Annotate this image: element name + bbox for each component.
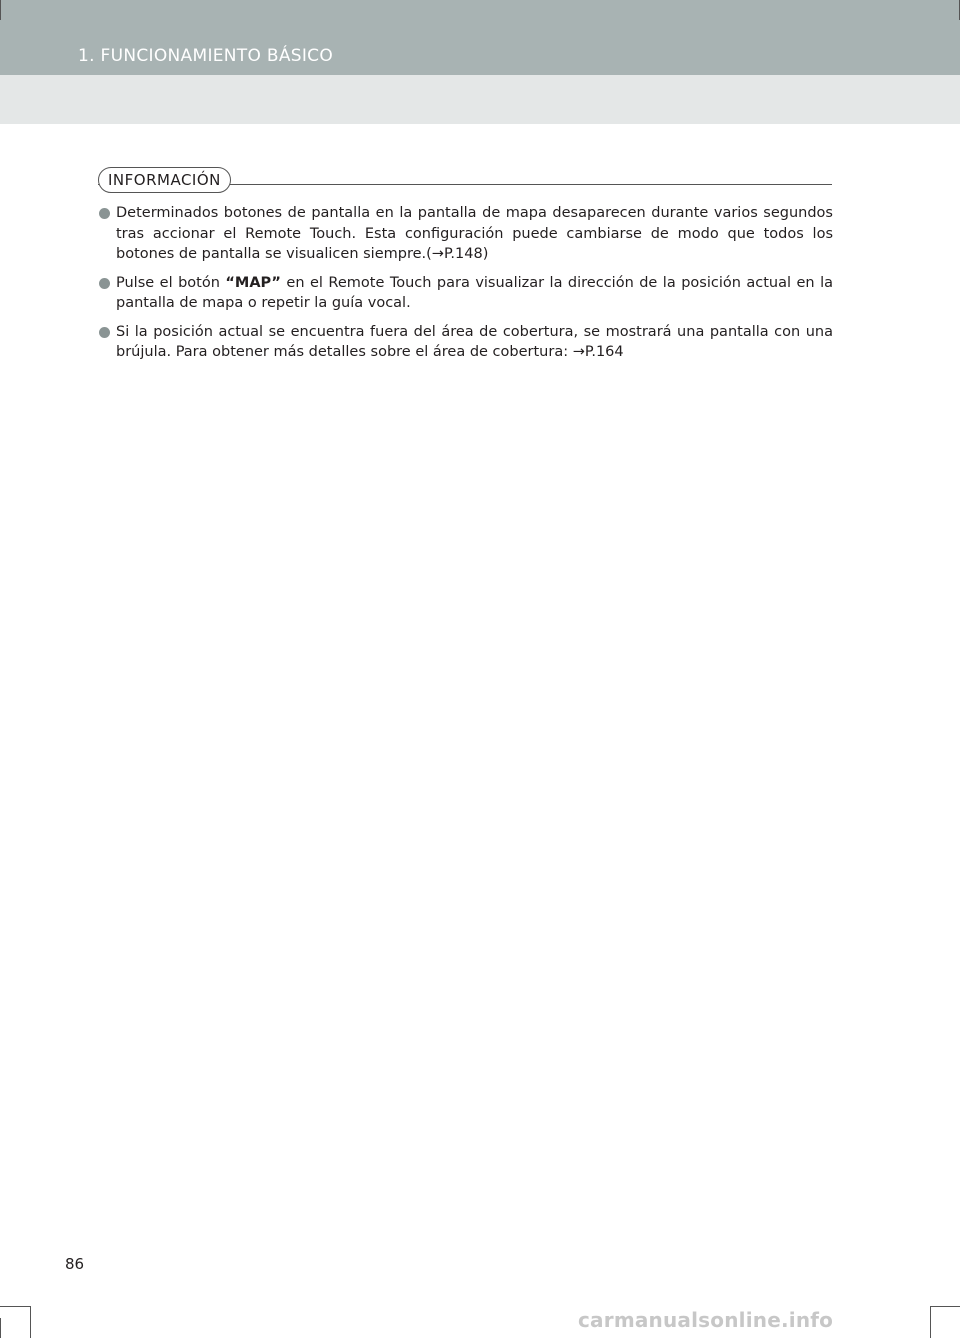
info-list bbox=[98, 203, 833, 371]
item-text: Pulse el botón “MAP” en el Remote Touch para visualizar la dirección de la posición actual en la pantalla de mapa o repetir la guía vocal. bbox=[116, 274, 833, 311]
list-item bbox=[98, 322, 833, 363]
crop-mark bbox=[30, 1306, 31, 1338]
info-label: INFORMACIÓN bbox=[98, 167, 231, 193]
page-number: 86 bbox=[65, 1255, 85, 1273]
item-text: Determinados botones de pantalla en la pantalla de mapa desaparecen durante varios segundos tras accionar el Remote Touch. Esta configuración puede cambiarse de modo que todos los botones de pantalla se visualicen siempre.(→P.148) bbox=[116, 205, 833, 262]
list-item bbox=[98, 203, 833, 265]
page-link[interactable]: P.164 bbox=[584, 344, 624, 360]
crop-mark bbox=[930, 1306, 931, 1338]
section-title: 1. FUNCIONAMIENTO BÁSICO bbox=[78, 46, 334, 66]
header-band bbox=[0, 0, 960, 75]
bullet-icon bbox=[99, 208, 110, 219]
bullet-icon bbox=[99, 327, 110, 338]
list-item bbox=[98, 273, 833, 314]
watermark: carmanualsonline.info bbox=[578, 1308, 834, 1332]
crop-mark bbox=[0, 1318, 1, 1338]
item-text: Si la posición actual se encuentra fuera del área de cobertura, se mostrará una pantalla con una brújula. Para obtener más detalles sobre el área de cobertura: →P.164 bbox=[116, 323, 833, 360]
page-link[interactable]: P.148) bbox=[443, 246, 489, 262]
bullet-icon bbox=[99, 278, 110, 289]
crop-mark bbox=[0, 0, 1, 20]
button-name: “MAP” bbox=[225, 274, 281, 291]
crop-mark bbox=[0, 1306, 30, 1307]
crop-mark bbox=[930, 1306, 960, 1307]
page-header bbox=[0, 0, 960, 124]
